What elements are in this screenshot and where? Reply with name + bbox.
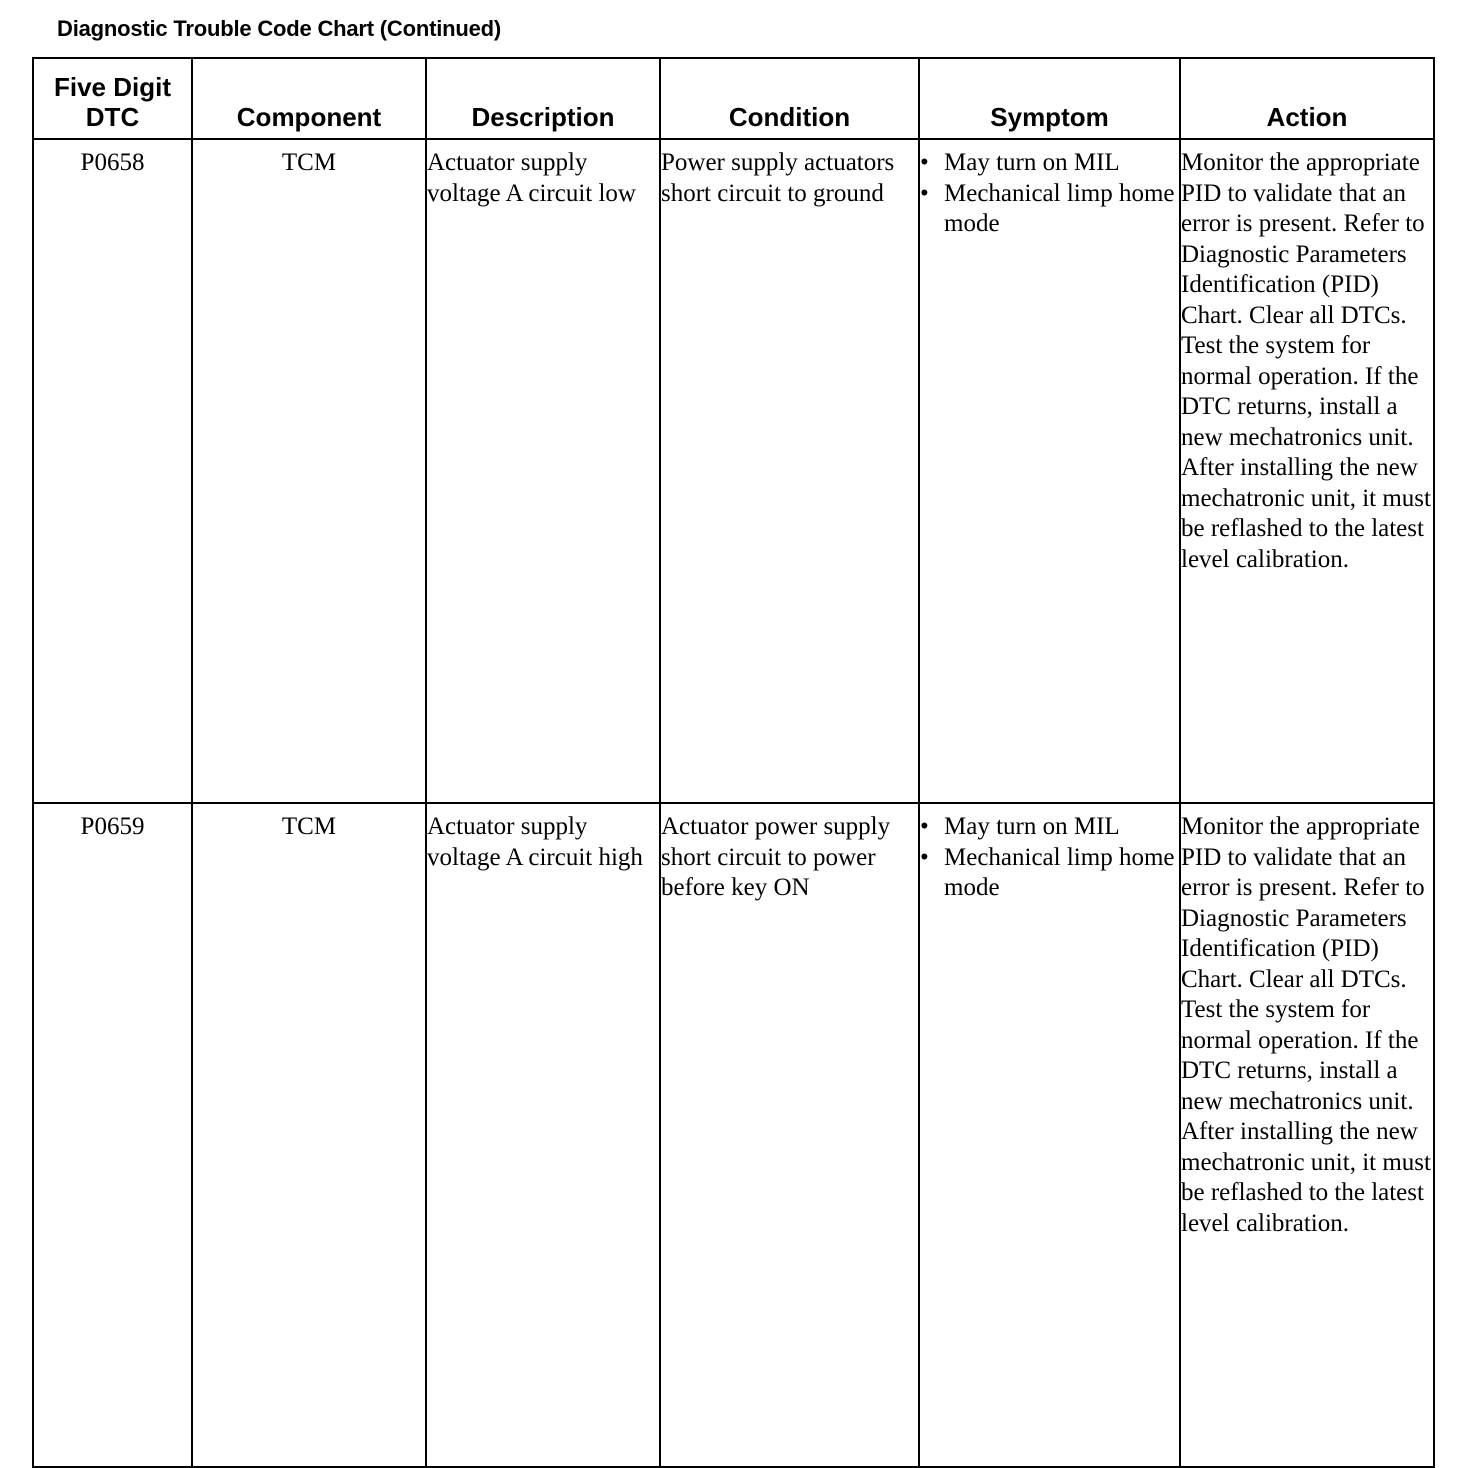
component-cell: TCM <box>192 139 426 803</box>
bullet-icon: • <box>920 843 929 871</box>
page-title: Diagnostic Trouble Code Chart (Continued) <box>57 16 502 41</box>
bullet-icon: • <box>920 813 929 840</box>
dtc-code-cell: P0659 <box>33 803 192 1467</box>
header-dtc-line1: Five Digit <box>53 72 171 102</box>
symptom-list <box>920 148 1179 240</box>
description-cell: Actuator supply voltage A circuit high <box>426 803 660 1467</box>
table-header-row <box>33 58 1434 139</box>
table-row <box>33 139 1434 803</box>
symptom-item <box>920 812 1179 843</box>
condition-cell: Power supply actuators short circuit to ground <box>660 139 919 803</box>
header-action: Action <box>1180 58 1434 139</box>
component-cell: TCM <box>192 803 426 1467</box>
header-description: Description <box>426 58 660 139</box>
header-condition: Condition <box>660 58 919 139</box>
symptom-text: May turn on MIL <box>944 813 1120 840</box>
table-row <box>33 803 1434 1467</box>
action-cell <box>1180 803 1434 1467</box>
symptom-item <box>920 843 1179 904</box>
symptom-list <box>920 812 1179 904</box>
symptom-text: Mechanical limp home mode <box>944 179 1175 237</box>
symptom-cell <box>919 803 1180 1467</box>
symptom-item <box>920 148 1179 179</box>
header-dtc-line2: DTC <box>85 102 140 132</box>
symptom-item <box>920 179 1179 240</box>
action-text: Monitor the appropriate PID to validate that an error is present. Refer to Diagnostic Parameters Identification (PID) Chart. Clear all DTCs. Test the system for normal operation. If the DTC returns, install a new mechatronics unit. After installing the new mechatronic unit, it must be reflashed to the latest level calibration. <box>1181 813 1431 1237</box>
dtc-code-cell: P0658 <box>33 139 192 803</box>
header-component: Component <box>192 58 426 139</box>
header-symptom: Symptom <box>919 58 1180 139</box>
bullet-icon: • <box>920 179 929 207</box>
bullet-icon: • <box>920 149 929 176</box>
action-text: Monitor the appropriate PID to validate that an error is present. Refer to Diagnostic Parameters Identification (PID) Chart. Clear all DTCs. Test the system for normal operation. If the DTC returns, install a new mechatronics unit. After installing the new mechatronic unit, it must be reflashed to the latest level calibration. <box>1181 149 1431 573</box>
header-dtc <box>33 58 192 139</box>
condition-cell: Actuator power supply short circuit to power before key ON <box>660 803 919 1467</box>
symptom-cell <box>919 139 1180 803</box>
symptom-text: May turn on MIL <box>944 149 1120 176</box>
description-cell: Actuator supply voltage A circuit low <box>426 139 660 803</box>
action-cell <box>1180 139 1434 803</box>
dtc-chart-table <box>32 57 1435 1468</box>
symptom-text: Mechanical limp home mode <box>944 843 1175 901</box>
